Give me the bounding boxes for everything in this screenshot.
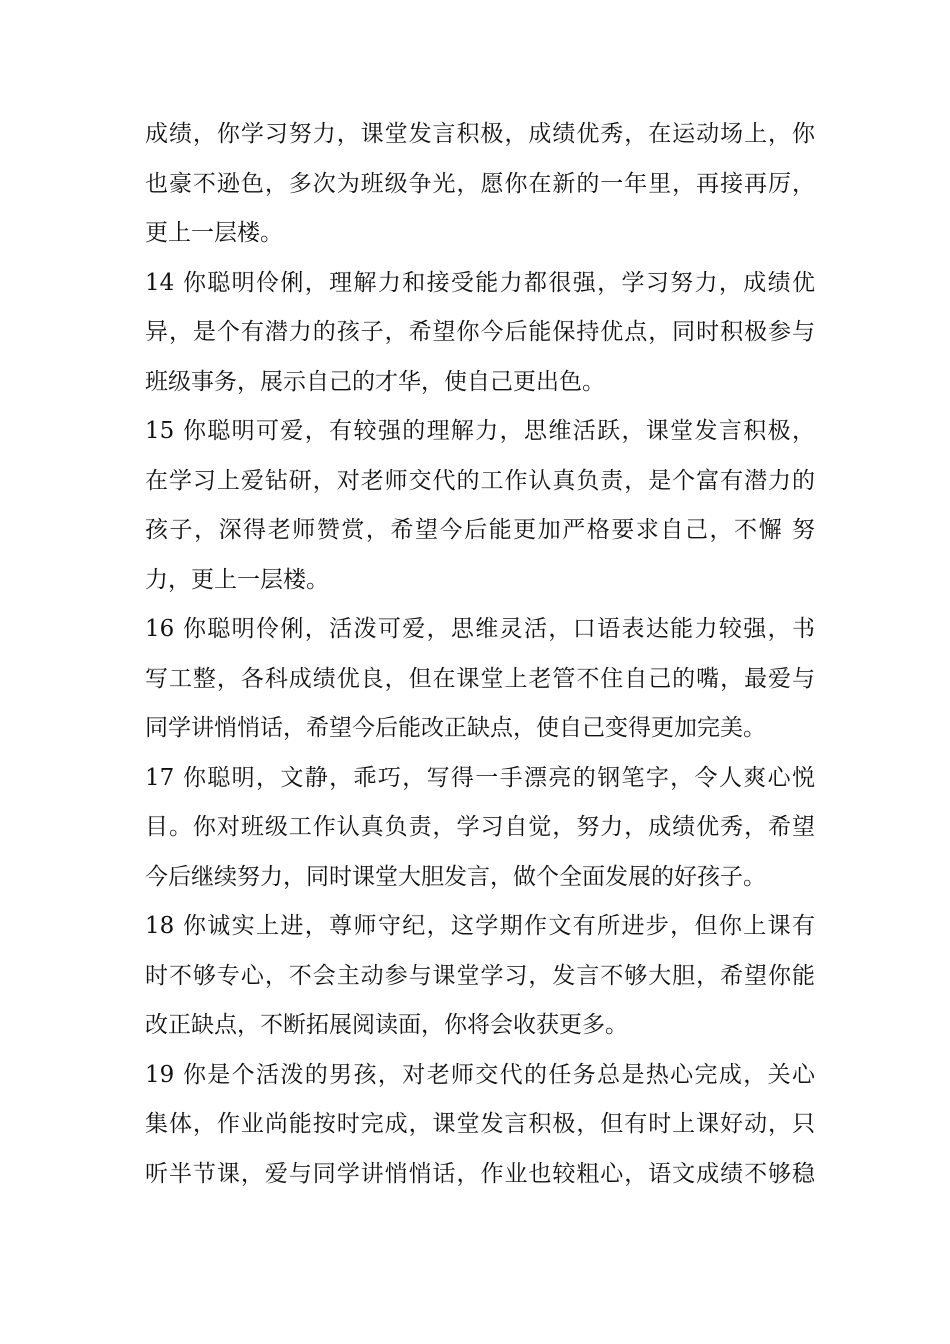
text-line: 改正缺点，不断拓展阅读面，你将会收获更多。 [145,1012,628,1038]
text-line: 15 你聪明可爱，有较强的理解力，思维活跃，课堂发言积极， [145,418,815,444]
text-line: 孩子，深得老师赞赏，希望今后能更加严格要求自己，不懈 努 [145,517,815,543]
text-line: 写工整，各科成绩优良，但在课堂上老管不住自己的嘴，最爱与 [145,665,815,692]
text-line: 更上一层楼。 [145,220,283,246]
text-line: 也豪不逊色，多次为班级争光，愿你在新的一年里，再接再厉， [145,170,815,197]
text-line: 18 你诚实上进，尊师守纪，这学期作文有所进步，但你上课有 [145,913,815,939]
text-line: 班级事务，展示自己的才华，使自己更出色。 [145,368,605,395]
text-line: 在学习上爱钻研，对老师交代的工作认真负责，是个富有潜力的 [145,467,815,494]
text-line: 异，是个有潜力的孩子，希望你今后能保持优点，同时积极参与 [145,319,815,345]
text-line: 力，更上一层楼。 [145,566,329,593]
text-line: 今后继续努力，同时课堂大胆发言，做个全面发展的好孩子。 [145,863,766,890]
text-line: 时不够专心，不会主动参与课堂学习，发言不够大胆，希望你能 [145,962,815,989]
text-line: 听半节课，爱与同学讲悄悄话，作业也较粗心，语文成绩不够稳 [145,1160,815,1187]
text-line: 14 你聪明伶俐，理解力和接受能力都很强，学习努力，成绩优 [145,269,815,296]
text-line: 目。你对班级工作认真负责，学习自觉，努力，成绩优秀，希望 [145,814,815,840]
text-line: 成绩，你学习努力，课堂发言积极，成绩优秀，在运动场上，你 [145,121,815,147]
document-body [145,110,815,1199]
text-line: 19 你是个活泼的男孩，对老师交代的任务总是热心完成，关心 [145,1061,815,1088]
text-line: 同学讲悄悄话，希望今后能改正缺点，使自己变得更加完美。 [145,715,766,741]
text-line: 集体，作业尚能按时完成，课堂发言积极，但有时上课好动，只 [145,1111,815,1137]
text-line: 16 你聪明伶俐，活泼可爱，思维灵活，口语表达能力较强，书 [145,616,815,642]
text-line: 17 你聪明，文静，乖巧，写得一手漂亮的钢笔字，令人爽心悦 [145,764,815,791]
